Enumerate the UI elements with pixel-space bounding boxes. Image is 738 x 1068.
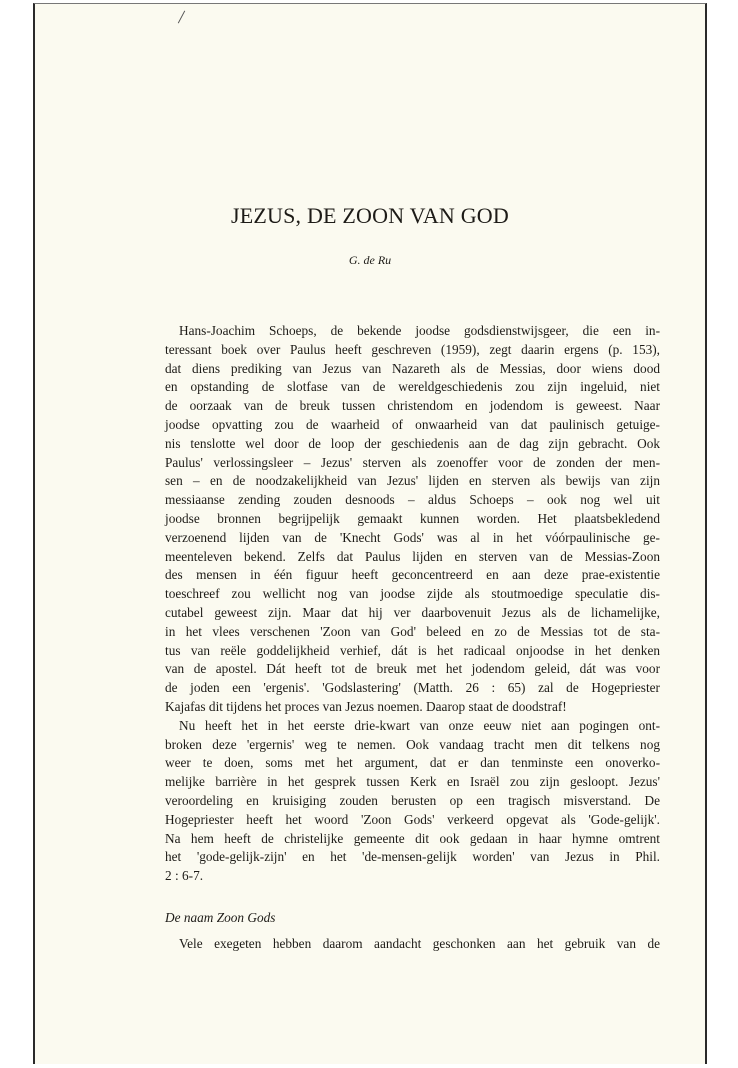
text-line: en opstanding de slotfase van de wereldgeschiedenis zou zijn ingeluid, niet	[165, 379, 660, 395]
text-line: Na hem heeft de christelijke gemeente dit ook gedaan in haar hymne omtrent	[165, 830, 660, 846]
text-line: de oorzaak van de breuk tussen christendom en jodendom is geweest. Naar	[165, 398, 660, 414]
page	[33, 3, 707, 1064]
text-line: joodse bronnen begrijpelijk gemaakt kunnen worden. Het plaatsbekledend	[165, 510, 660, 526]
text-line: in het vlees verschenen 'Zoon van God' beleed en zo de Messias tot de sta-	[165, 623, 660, 639]
text-line: nis tenslotte wel door de loop der geschiedenis aan de dag zijn gebracht. Ook	[165, 435, 660, 451]
pen-mark	[178, 11, 185, 24]
text-line: veroordeling en kruisiging zouden berusten op een tragisch misverstand. De	[165, 792, 660, 808]
text-line: messiaanse zending zouden desnoods – aldus Schoeps – ook nog wel uit	[165, 492, 660, 508]
article-body	[165, 322, 660, 886]
text-line: Nu heeft het in het eerste drie-kwart van onze eeuw niet aan pogingen ont-	[179, 717, 660, 733]
text-line: Hans-Joachim Schoeps, de bekende joodse godsdienstwijsgeer, die een in-	[179, 323, 660, 338]
text-line: tus van reële goddelijkheid verhief, dát is het radicaal onjoodse in het denken	[165, 642, 660, 658]
text-line: des mensen in één figuur heeft geconcentreerd en aan deze prae-existentie	[165, 567, 660, 583]
text-line: Paulus' verlossingsleer – Jezus' sterven als zoenoffer voor de zonden der men-	[165, 454, 660, 470]
text-line: het 'gode-gelijk-zijn' en het 'de-mensen-gelijk worden' van Jezus in Phil.	[165, 849, 660, 865]
text-line: toeschreef zou wellicht nog van joodse zijde als stoutmoedige speculatie dis-	[165, 586, 660, 602]
article-title: JEZUS, DE ZOON VAN GOD	[231, 203, 509, 228]
text-line: de joden een 'ergenis'. 'Godslastering' (Matth. 26 : 65) zal de Hogepriester	[165, 680, 660, 696]
text-line: dat diens prediking van Jezus van Nazareth als de Messias, door wiens dood	[165, 360, 660, 376]
text-line: verzoenend lijden van de 'Knecht Gods' was al in het vóórpaulinische ge-	[165, 529, 660, 545]
paragraph-2	[165, 717, 660, 886]
text-line: Hogepriester heeft het woord 'Zoon Gods' verkeerd opgevat als 'Gode-gelijk'.	[165, 811, 660, 827]
text-line: van de apostel. Dát heeft tot de breuk met het jodendom geleid, dát was voor	[165, 661, 660, 677]
paragraph-1	[165, 322, 660, 717]
section-heading: De naam Zoon Gods	[165, 910, 276, 925]
text-line: joodse opvatting zou de waarheid of onwaarheid van dat paulinisch getuige-	[165, 416, 660, 432]
paragraph-3: Vele exegeten hebben daarom aandacht geschonken aan het gebruik van de	[179, 936, 660, 951]
text-line: broken deze 'ergernis' weg te nemen. Ook vandaag tracht men dit telkens nog	[165, 736, 660, 752]
text-line: sen – en de noodzakelijkheid van Jezus' lijden en sterven als bewijs van zijn	[165, 473, 660, 489]
text-line: 2 : 6-7.	[165, 868, 204, 884]
text-line: weer te doen, soms met het argument, dat er dan tenminste een onoverko-	[165, 755, 660, 771]
text-line: melijke barrière in het gesprek tussen Kerk en Israël zou zijn gesloopt. Jezus'	[165, 774, 660, 790]
text-line: cutabel geweest zijn. Maar dat hij ver daarbovenuit Jezus als de lichamelijke,	[165, 604, 660, 620]
article-author: G. de Ru	[348, 253, 392, 267]
text-line: teressant boek over Paulus heeft geschreven (1959), zegt daarin ergens (p. 153),	[165, 341, 660, 357]
text-line: Kajafas dit tijdens het proces van Jezus noemen. Daarop staat de doodstraf!	[165, 698, 567, 714]
text-line: meenteleven bekend. Zelfs dat Paulus lijden en sterven van de Messias-Zoon	[165, 548, 660, 564]
